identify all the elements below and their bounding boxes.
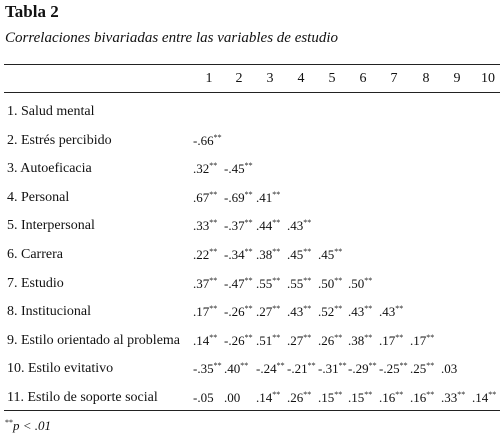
row-label: 7. Estudio: [7, 275, 64, 291]
table-cell: [287, 390, 311, 406]
significance-marker: **: [276, 361, 285, 371]
cell-value: .15: [318, 390, 335, 405]
table-row: [0, 276, 504, 298]
table-cell: [287, 218, 311, 234]
top-rule: [4, 64, 500, 65]
significance-marker: **: [303, 247, 312, 256]
cell-value: .17: [193, 304, 210, 320]
table-row: [0, 218, 504, 240]
significance-marker: **: [488, 390, 497, 399]
cell-value: .45: [287, 247, 304, 262]
significance-marker: **: [364, 390, 373, 399]
row-label: 5. Interpersonal: [7, 218, 95, 234]
table-cell: [287, 333, 311, 349]
cell-value: .55: [287, 275, 304, 291]
significance-marker: **: [303, 390, 312, 399]
significance-marker: **: [244, 189, 253, 199]
table-cell: [193, 133, 222, 149]
table-row: [0, 104, 504, 126]
table-note: [5, 418, 51, 434]
table-cell: [348, 276, 372, 292]
significance-marker: **: [244, 247, 253, 256]
cell-value: .43: [287, 218, 304, 234]
table-row: [0, 190, 504, 212]
header-rule: [4, 92, 500, 93]
table-cell: [224, 218, 253, 234]
table-cell: [379, 361, 408, 377]
significance-marker: **: [303, 304, 312, 314]
table-cell: [256, 190, 280, 206]
table-cell: [287, 304, 311, 320]
cell-value: .50: [318, 275, 335, 291]
table-cell: [193, 333, 217, 349]
table-cell: [224, 190, 253, 206]
cell-value: .40: [224, 361, 241, 377]
cell-value: .43: [379, 304, 396, 320]
significance-marker: **: [364, 304, 373, 314]
significance-marker: **: [307, 361, 316, 371]
cell-value: .14: [193, 332, 210, 348]
table-cell: [318, 304, 342, 320]
cell-value: -.47: [224, 275, 245, 291]
table-cell: [318, 333, 342, 349]
significance-marker: **: [334, 275, 343, 285]
table-cell: [256, 247, 280, 263]
significance-marker: **: [209, 332, 218, 342]
significance-marker: **: [303, 218, 312, 228]
table-cell: [318, 276, 342, 292]
row-label: 3. Autoeficacia: [7, 161, 92, 177]
table-subtitle: Correlaciones bivariadas entre las variables de estudio: [5, 30, 339, 46]
table-row: [0, 304, 504, 326]
significance-marker: **: [457, 390, 466, 399]
significance-marker: **: [244, 332, 253, 342]
table-cell: [348, 361, 377, 377]
significance-marker: **: [426, 390, 435, 399]
table-cell: [224, 333, 253, 349]
table-row: [0, 361, 504, 383]
significance-marker: **: [272, 247, 281, 256]
significance-marker: **: [209, 275, 218, 285]
cell-value: .14: [256, 390, 273, 405]
cell-value: .55: [256, 275, 273, 291]
significance-marker: **: [209, 189, 218, 199]
table-cell: [224, 390, 240, 406]
cell-value: -.45: [224, 161, 245, 177]
table-cell: [379, 390, 403, 406]
table-cell: [287, 247, 311, 263]
cell-value: .32: [193, 161, 210, 177]
significance-marker: **: [368, 361, 377, 371]
table-cell: [193, 390, 214, 406]
cell-value: .16: [379, 390, 396, 405]
table-cell: [193, 304, 217, 320]
significance-marker: **: [364, 275, 373, 285]
cell-value: .27: [287, 332, 304, 348]
significance-marker: **: [209, 247, 218, 256]
column-header-1: 1: [205, 71, 213, 86]
significance-marker: **: [209, 161, 218, 171]
cell-value: .38: [256, 247, 273, 262]
row-label: 11. Estilo de soporte social: [7, 390, 158, 405]
cell-value: -.66: [193, 132, 214, 148]
table-cell: [379, 304, 403, 320]
cell-value: .52: [318, 304, 335, 320]
table-cell: [193, 218, 217, 234]
table-cell: [472, 390, 496, 406]
significance-marker: **: [272, 218, 281, 228]
table-cell: [318, 390, 342, 406]
row-label: 2. Estrés percibido: [7, 132, 112, 148]
significance-marker: **: [303, 332, 312, 342]
significance-marker: **: [364, 332, 373, 342]
cell-value: .51: [256, 332, 273, 348]
significance-marker: **: [213, 132, 222, 142]
significance-marker: **: [209, 304, 218, 314]
column-header-7: 7: [390, 71, 398, 86]
cell-value: -.34: [224, 247, 245, 262]
table-cell: [256, 304, 280, 320]
significance-marker: **: [213, 361, 222, 371]
table-cell: [224, 247, 253, 263]
significance-marker: **: [272, 275, 281, 285]
table-cell: [287, 361, 316, 377]
table-row: [0, 390, 504, 412]
cell-value: .00: [224, 390, 241, 405]
significance-marker: **: [338, 361, 347, 371]
significance-marker: **: [244, 275, 253, 285]
significance-marker: **: [272, 189, 281, 199]
table-cell: [224, 361, 248, 377]
table-cell: [348, 333, 372, 349]
cell-value: .33: [441, 390, 458, 405]
table-cell: [193, 276, 217, 292]
note-marker: **: [5, 418, 13, 427]
table-cell: [256, 276, 280, 292]
significance-marker: **: [395, 390, 404, 399]
column-header-8: 8: [422, 71, 430, 86]
cell-value: -.05: [193, 390, 214, 405]
row-label: 8. Institucional: [7, 304, 91, 320]
column-header-6: 6: [359, 71, 367, 86]
column-header-3: 3: [266, 71, 274, 86]
table-row: [0, 247, 504, 269]
table-cell: [410, 333, 434, 349]
cell-value: .43: [348, 304, 365, 320]
cell-value: .26: [287, 390, 304, 405]
significance-marker: **: [244, 161, 253, 171]
significance-marker: **: [399, 361, 408, 371]
cell-value: .45: [318, 247, 335, 262]
cell-value: .44: [256, 218, 273, 234]
cell-value: .22: [193, 247, 210, 262]
significance-marker: **: [426, 332, 435, 342]
table-cell: [441, 390, 465, 406]
bottom-rule: [4, 410, 500, 411]
significance-marker: **: [209, 218, 218, 228]
cell-value: -.29: [348, 361, 369, 377]
table-row: [0, 161, 504, 183]
table-cell: [256, 390, 280, 406]
table-cell: [318, 361, 347, 377]
table-cell: [410, 361, 434, 377]
table-cell: [224, 161, 253, 177]
cell-value: -.24: [256, 361, 277, 377]
table-cell: [193, 161, 217, 177]
cell-value: .67: [193, 189, 210, 205]
table-cell: [287, 276, 311, 292]
cell-value: .15: [348, 390, 365, 405]
cell-value: .38: [348, 332, 365, 348]
cell-value: .26: [318, 332, 335, 348]
significance-marker: **: [240, 361, 249, 371]
significance-marker: **: [334, 332, 343, 342]
table-cell: [441, 361, 457, 377]
table-cell: [348, 390, 372, 406]
significance-marker: **: [395, 332, 404, 342]
cell-value: .17: [410, 332, 427, 348]
cell-value: -.21: [287, 361, 308, 377]
significance-marker: **: [272, 332, 281, 342]
cell-value: .33: [193, 218, 210, 234]
row-label: 9. Estilo orientado al problema: [7, 332, 181, 348]
significance-marker: **: [334, 247, 343, 256]
cell-value: .25: [410, 361, 427, 377]
cell-value: .50: [348, 275, 365, 291]
cell-value: -.35: [193, 361, 214, 377]
table-cell: [193, 247, 217, 263]
cell-value: .27: [256, 304, 273, 320]
table-cell: [193, 361, 222, 377]
table-cell: [256, 333, 280, 349]
column-header-10: 10: [481, 71, 495, 86]
column-header-9: 9: [453, 71, 461, 86]
table-cell: [193, 190, 217, 206]
column-header-5: 5: [328, 71, 336, 86]
table-cell: [379, 333, 403, 349]
table-cell: [224, 304, 253, 320]
cell-value: .43: [287, 304, 304, 320]
cell-value: -.69: [224, 189, 245, 205]
table-row: [0, 133, 504, 155]
table-title: Tabla 2: [5, 2, 59, 21]
table-cell: [256, 361, 285, 377]
table-cell: [224, 276, 253, 292]
cell-value: .17: [379, 332, 396, 348]
significance-marker: **: [244, 304, 253, 314]
column-header-2: 2: [235, 71, 243, 86]
table-cell: [348, 304, 372, 320]
row-label: 1. Salud mental: [7, 104, 95, 119]
cell-value: -.37: [224, 218, 245, 234]
note-text: p < .01: [13, 418, 52, 433]
table-cell: [256, 218, 280, 234]
row-label: 10. Estilo evitativo: [7, 361, 114, 377]
cell-value: -.26: [224, 304, 245, 320]
significance-marker: **: [303, 275, 312, 285]
table-row: [0, 333, 504, 355]
cell-value: -.31: [318, 361, 339, 377]
cell-value: -.25: [379, 361, 400, 377]
significance-marker: **: [334, 304, 343, 314]
row-label: 4. Personal: [7, 189, 70, 205]
significance-marker: **: [395, 304, 404, 314]
significance-marker: **: [272, 390, 281, 399]
table-cell: [410, 390, 434, 406]
significance-marker: **: [244, 218, 253, 228]
cell-value: .16: [410, 390, 427, 405]
significance-marker: **: [272, 304, 281, 314]
cell-value: .37: [193, 275, 210, 291]
table-cell: [318, 247, 342, 263]
row-label: 6. Carrera: [7, 247, 63, 262]
cell-value: .14: [472, 390, 489, 405]
column-header-4: 4: [297, 71, 305, 86]
significance-marker: **: [334, 390, 343, 399]
significance-marker: **: [426, 361, 435, 371]
cell-value: .03: [441, 361, 458, 377]
cell-value: -.26: [224, 332, 245, 348]
cell-value: .41: [256, 189, 273, 205]
